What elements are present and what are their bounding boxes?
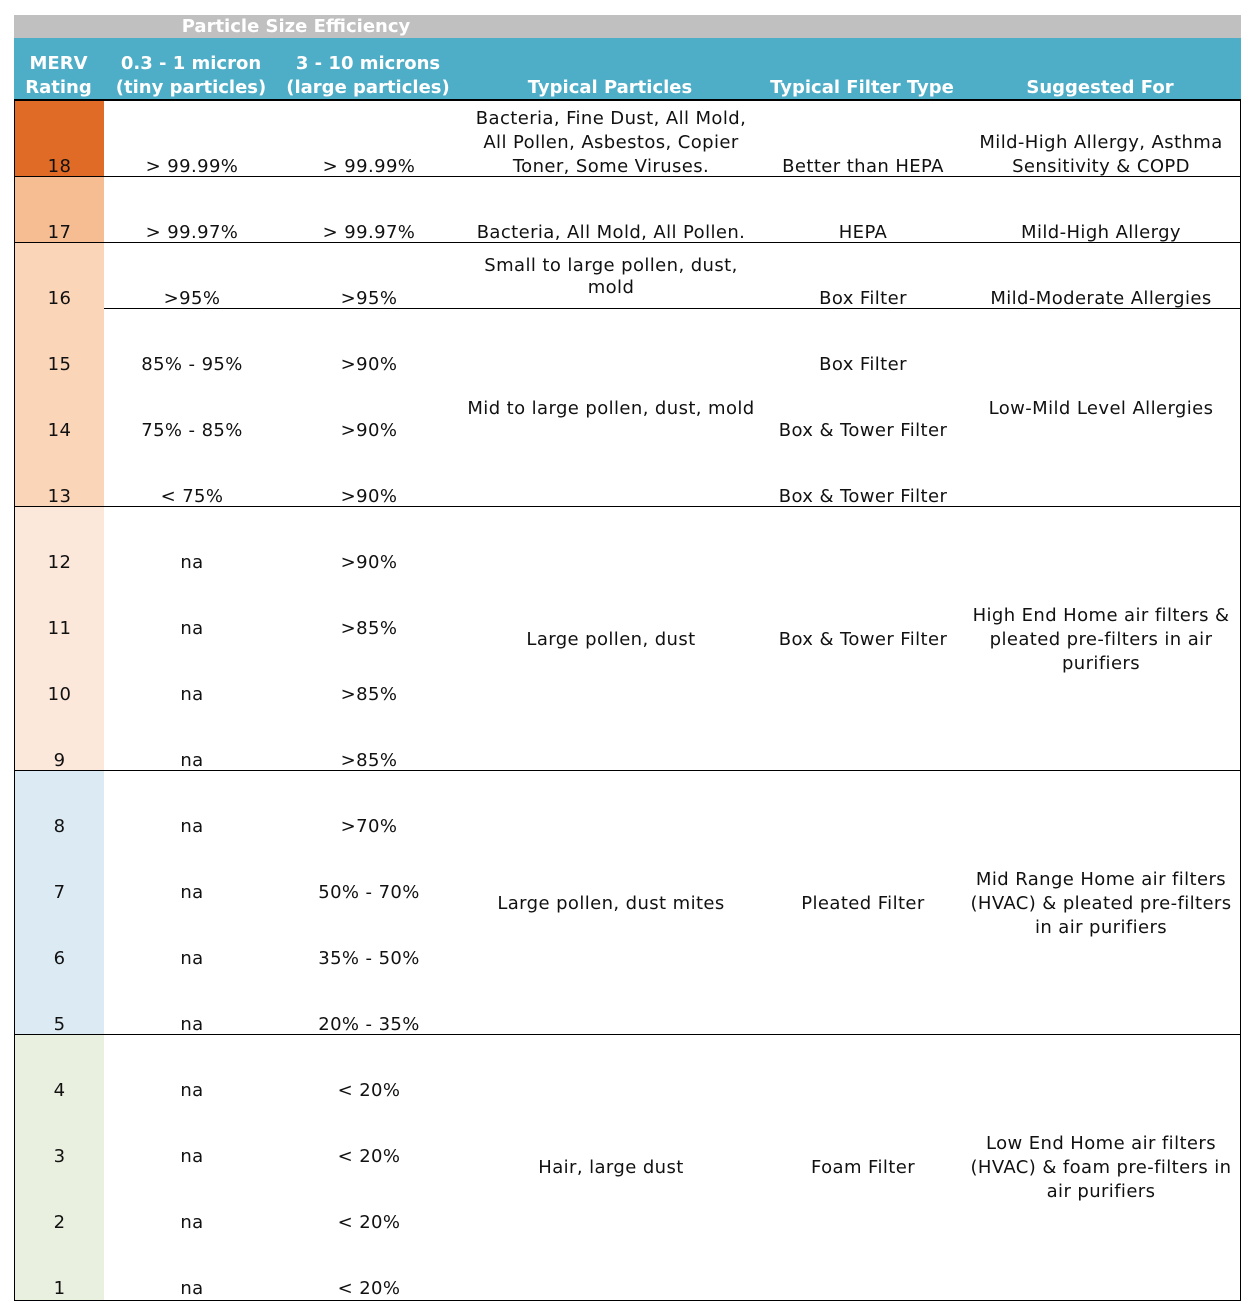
group-suggested-for: Mild-High Allergy, Asthma Sensitivity & COPD [979, 132, 1223, 177]
efficiency-small: na [180, 948, 204, 969]
group-suggested-for: Low-Mild Level Allergies [988, 398, 1214, 419]
merv-rating: 3 [53, 1146, 66, 1167]
merv-rating: 2 [53, 1212, 66, 1233]
table-header [14, 38, 1241, 99]
group-particles: Hair, large dust [538, 1157, 684, 1178]
group-suggested-for: Mild-Moderate Allergies [990, 288, 1212, 309]
efficiency-large: >90% [340, 486, 398, 507]
efficiency-small: > 99.97% [145, 222, 239, 243]
group-filter-type: Box & Tower Filter [778, 629, 948, 650]
merv-rating: 7 [53, 882, 66, 903]
efficiency-small: na [180, 684, 204, 705]
efficiency-large: < 20% [337, 1080, 401, 1101]
merv-rating: 17 [47, 222, 72, 243]
merv-rating: 13 [47, 486, 72, 507]
header-suggested-for: Suggested For [1026, 77, 1174, 98]
efficiency-small: na [180, 552, 204, 573]
group-suggested-for: High End Home air filters & pleated pre-filters in air purifiers [972, 605, 1230, 674]
group-particles: Large pollen, dust [526, 629, 696, 650]
merv-table [14, 99, 1241, 1301]
efficiency-large: >90% [340, 354, 398, 375]
group-particles: Bacteria, Fine Dust, All Mold, All Pollen, Asbestos, Copier Toner, Some Viruses. [475, 108, 747, 177]
merv-rating: 6 [53, 948, 66, 969]
efficiency-large: > 99.99% [322, 156, 416, 177]
header-large-particles: 3 - 10 microns (large particles) [286, 53, 450, 98]
group-suggested-for: Low End Home air filters (HVAC) & foam pre-filters in air purifiers [970, 1133, 1232, 1202]
efficiency-large: > 99.97% [322, 222, 416, 243]
merv-rating: 12 [47, 552, 72, 573]
merv-rating: 5 [53, 1014, 66, 1035]
filter-type-13: Box & Tower Filter [778, 486, 948, 507]
merv-rating: 18 [47, 156, 72, 177]
efficiency-large: >90% [340, 552, 398, 573]
group-suggested-for: Mid Range Home air filters (HVAC) & pleated pre-filters in air purifiers [970, 869, 1232, 938]
filter-type-14: Box & Tower Filter [778, 420, 948, 441]
header-small-particles: 0.3 - 1 micron (tiny particles) [115, 53, 267, 98]
efficiency-small: na [180, 1212, 204, 1233]
merv-rating: 4 [53, 1080, 66, 1101]
efficiency-small: na [180, 1146, 204, 1167]
efficiency-small: < 75% [160, 486, 224, 507]
group-particles: Small to large pollen, dust, mold [484, 255, 738, 298]
merv-rating: 16 [47, 288, 72, 309]
efficiency-small: na [180, 750, 204, 771]
particle-size-efficiency-bar [14, 15, 1241, 38]
efficiency-large: >90% [340, 420, 398, 441]
merv-rating: 14 [47, 420, 72, 441]
efficiency-large: >85% [340, 750, 398, 771]
efficiency-large: >70% [340, 816, 398, 837]
merv-rating: 11 [47, 618, 72, 639]
group-suggested-for: Mild-High Allergy [1021, 222, 1181, 243]
header-typical-particles: Typical Particles [527, 77, 693, 98]
efficiency-small: 75% - 85% [141, 420, 243, 441]
header-merv-rating: MERV Rating [25, 53, 92, 98]
merv-rating: 10 [47, 684, 72, 705]
merv-rating: 15 [47, 354, 72, 375]
merv-rating: 8 [53, 816, 66, 837]
group-filter-type: HEPA [838, 222, 888, 243]
efficiency-small: na [180, 1014, 204, 1035]
efficiency-large: 35% - 50% [318, 948, 420, 969]
group-header-title: Particle Size Efficiency [181, 16, 411, 37]
efficiency-large: >85% [340, 618, 398, 639]
group-particles: Bacteria, All Mold, All Pollen. [476, 222, 746, 243]
efficiency-small: na [180, 1080, 204, 1101]
efficiency-large: < 20% [337, 1212, 401, 1233]
efficiency-large: 20% - 35% [318, 1014, 420, 1035]
group-particles: Mid to large pollen, dust, mold [467, 398, 755, 419]
merv-rating: 1 [53, 1278, 66, 1299]
group-particles: Large pollen, dust mites [497, 893, 725, 914]
group-filter-type: Foam Filter [811, 1157, 915, 1178]
efficiency-small: > 99.99% [145, 156, 239, 177]
efficiency-large: >85% [340, 684, 398, 705]
efficiency-large: >95% [340, 288, 398, 309]
merv-rating: 9 [53, 750, 66, 771]
efficiency-small: na [180, 1278, 204, 1299]
efficiency-small: na [180, 816, 204, 837]
efficiency-large: < 20% [337, 1278, 401, 1299]
header-filter-type: Typical Filter Type [770, 77, 954, 98]
efficiency-large: 50% - 70% [318, 882, 420, 903]
efficiency-small: >95% [163, 288, 221, 309]
efficiency-small: na [180, 882, 204, 903]
filter-type-15: Box Filter [819, 354, 907, 375]
group-filter-type: Pleated Filter [801, 893, 925, 914]
efficiency-small: na [180, 618, 204, 639]
group-filter-type: Better than HEPA [782, 156, 944, 177]
group-filter-type: Box Filter [819, 288, 907, 309]
efficiency-large: < 20% [337, 1146, 401, 1167]
efficiency-small: 85% - 95% [141, 354, 243, 375]
